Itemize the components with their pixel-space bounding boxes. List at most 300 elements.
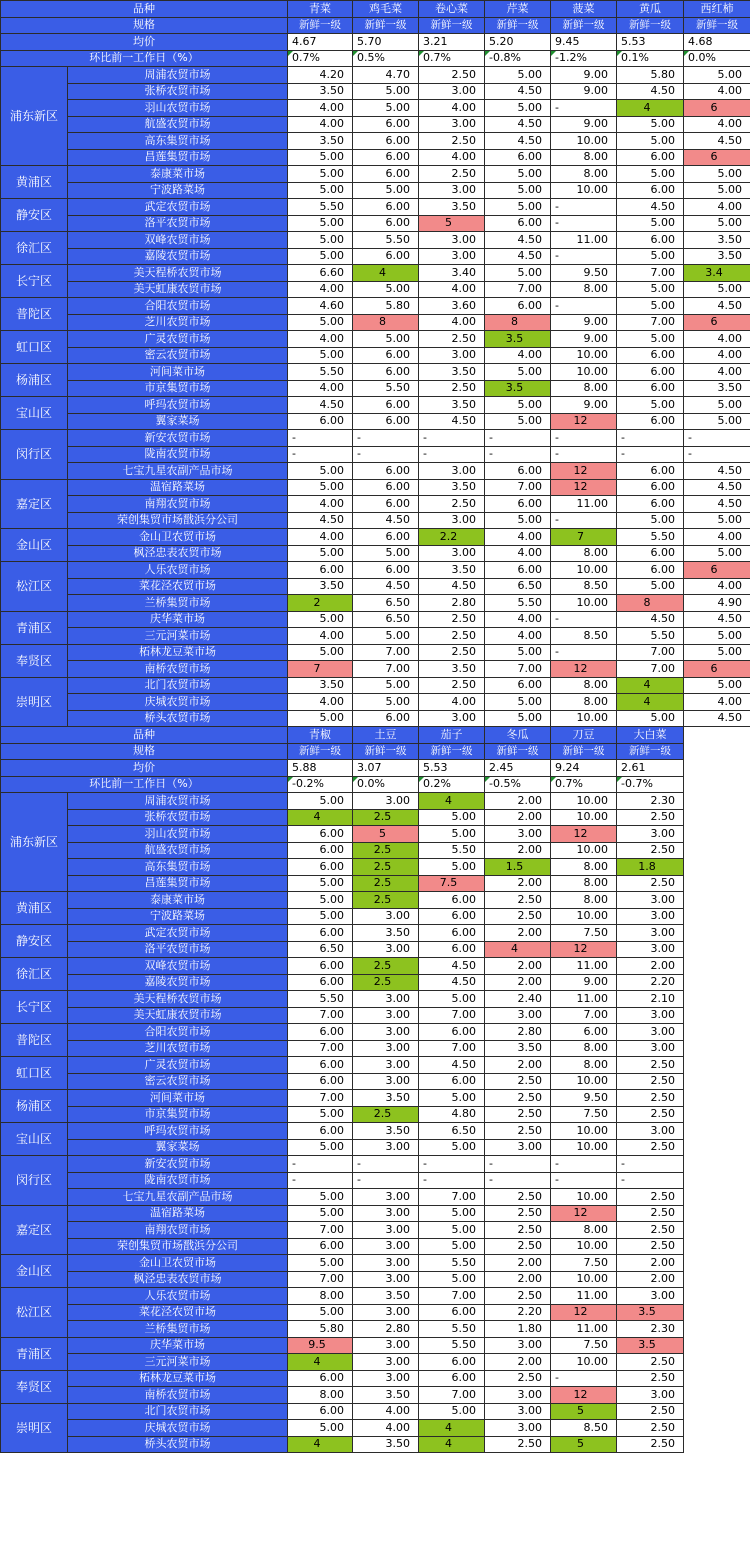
- change-value-4[interactable]: -1.2%: [551, 50, 617, 67]
- price-cell[interactable]: 5.00: [353, 100, 419, 117]
- price-cell[interactable]: 2.80: [485, 1024, 551, 1041]
- price-cell[interactable]: 8.00: [551, 166, 617, 183]
- price-cell[interactable]: 4.00: [684, 578, 750, 595]
- price-cell[interactable]: -: [419, 430, 485, 447]
- price-cell[interactable]: 2.50: [485, 1090, 551, 1107]
- price-cell[interactable]: 7.00: [617, 314, 684, 331]
- price-cell[interactable]: 6.00: [288, 974, 353, 991]
- price-cell[interactable]: 7.00: [419, 1387, 485, 1404]
- price-cell[interactable]: 6.50: [419, 1123, 485, 1140]
- avg-value-1[interactable]: 3.07: [353, 760, 419, 777]
- price-cell[interactable]: 2.50: [485, 1123, 551, 1140]
- price-cell[interactable]: 4.50: [684, 463, 750, 480]
- price-cell[interactable]: 4.50: [353, 512, 419, 529]
- price-cell[interactable]: 10.00: [551, 133, 617, 150]
- price-cell[interactable]: -: [617, 430, 684, 447]
- price-cell[interactable]: 5.00: [288, 875, 353, 892]
- price-cell[interactable]: 10.00: [551, 182, 617, 199]
- price-cell[interactable]: 7: [551, 529, 617, 546]
- price-cell[interactable]: 6: [684, 661, 750, 678]
- price-cell[interactable]: 5.00: [288, 892, 353, 909]
- price-cell[interactable]: 4.50: [617, 199, 684, 216]
- price-cell[interactable]: 5.00: [684, 397, 750, 414]
- price-cell[interactable]: 2.00: [485, 1271, 551, 1288]
- price-cell[interactable]: 3.5: [485, 380, 551, 397]
- price-cell[interactable]: 5.00: [353, 281, 419, 298]
- price-cell[interactable]: -: [551, 1156, 617, 1173]
- price-cell[interactable]: 4.00: [288, 380, 353, 397]
- price-cell[interactable]: 4.00: [684, 116, 750, 133]
- price-cell[interactable]: 9.00: [551, 331, 617, 348]
- price-cell[interactable]: 5.00: [288, 479, 353, 496]
- price-cell[interactable]: 4.50: [485, 83, 551, 100]
- price-cell[interactable]: 3.00: [617, 1387, 684, 1404]
- price-cell[interactable]: 7.00: [288, 1271, 353, 1288]
- price-cell[interactable]: 4: [419, 793, 485, 810]
- price-cell[interactable]: 2.00: [485, 842, 551, 859]
- price-cell[interactable]: 5.00: [485, 512, 551, 529]
- price-cell[interactable]: 5.50: [288, 364, 353, 381]
- price-cell[interactable]: 2.50: [617, 1106, 684, 1123]
- price-cell[interactable]: 4.90: [684, 595, 750, 612]
- price-cell[interactable]: 5.00: [288, 1205, 353, 1222]
- price-cell[interactable]: 4.00: [288, 628, 353, 645]
- price-cell[interactable]: 4.70: [353, 67, 419, 84]
- price-cell[interactable]: 10.00: [551, 793, 617, 810]
- price-cell[interactable]: 3.00: [353, 1057, 419, 1074]
- price-cell[interactable]: 5.00: [617, 397, 684, 414]
- price-cell[interactable]: 6.00: [353, 413, 419, 430]
- price-cell[interactable]: 2.00: [485, 1057, 551, 1074]
- price-cell[interactable]: 6.00: [288, 958, 353, 975]
- price-cell[interactable]: 2.50: [485, 1189, 551, 1206]
- price-cell[interactable]: 4: [617, 100, 684, 117]
- price-cell[interactable]: 4.00: [684, 347, 750, 364]
- price-cell[interactable]: 2.2: [419, 529, 485, 546]
- price-cell[interactable]: 4.00: [684, 331, 750, 348]
- price-cell[interactable]: 3.00: [353, 1271, 419, 1288]
- price-cell[interactable]: 3.00: [419, 116, 485, 133]
- price-cell[interactable]: -: [288, 1172, 353, 1189]
- price-cell[interactable]: 5.00: [485, 166, 551, 183]
- price-cell[interactable]: 6.00: [288, 925, 353, 942]
- price-cell[interactable]: 6.00: [288, 1024, 353, 1041]
- price-cell[interactable]: 11.00: [551, 958, 617, 975]
- price-cell[interactable]: 7.00: [485, 661, 551, 678]
- price-cell[interactable]: 3.00: [353, 793, 419, 810]
- price-cell[interactable]: 2.00: [485, 925, 551, 942]
- price-cell[interactable]: 1.8: [617, 859, 684, 876]
- price-cell[interactable]: 3.00: [617, 1288, 684, 1305]
- price-cell[interactable]: 3.00: [419, 347, 485, 364]
- price-cell[interactable]: 3.00: [617, 892, 684, 909]
- price-cell[interactable]: 5.00: [617, 248, 684, 265]
- price-cell[interactable]: 3.50: [419, 562, 485, 579]
- price-cell[interactable]: 6.00: [353, 248, 419, 265]
- price-cell[interactable]: -: [419, 1172, 485, 1189]
- price-cell[interactable]: 5.00: [684, 182, 750, 199]
- price-cell[interactable]: 2.00: [485, 1354, 551, 1371]
- change-value-2[interactable]: 0.7%: [419, 50, 485, 67]
- price-cell[interactable]: 3.00: [353, 941, 419, 958]
- price-cell[interactable]: 1.80: [485, 1321, 551, 1338]
- price-cell[interactable]: 6.00: [419, 1024, 485, 1041]
- price-cell[interactable]: 4.00: [353, 1420, 419, 1437]
- price-cell[interactable]: 3.00: [617, 941, 684, 958]
- price-cell[interactable]: 3.00: [353, 1139, 419, 1156]
- avg-value-6[interactable]: 4.68: [684, 34, 750, 51]
- price-cell[interactable]: 12: [551, 941, 617, 958]
- price-cell[interactable]: 5.00: [684, 67, 750, 84]
- price-cell[interactable]: 12: [551, 1387, 617, 1404]
- price-cell[interactable]: 3.00: [353, 1238, 419, 1255]
- price-cell[interactable]: 10.00: [551, 710, 617, 727]
- price-cell[interactable]: 4.00: [288, 281, 353, 298]
- price-cell[interactable]: 9.5: [288, 1337, 353, 1354]
- price-cell[interactable]: 2.80: [353, 1321, 419, 1338]
- price-cell[interactable]: 2.50: [419, 496, 485, 513]
- price-cell[interactable]: 6.00: [419, 1304, 485, 1321]
- price-cell[interactable]: 6: [684, 562, 750, 579]
- price-cell[interactable]: 9.00: [551, 67, 617, 84]
- price-cell[interactable]: 5.50: [419, 1255, 485, 1272]
- price-cell[interactable]: 11.00: [551, 232, 617, 249]
- price-cell[interactable]: -: [551, 446, 617, 463]
- price-cell[interactable]: -: [551, 512, 617, 529]
- price-cell[interactable]: 3.50: [288, 578, 353, 595]
- price-cell[interactable]: 5.80: [288, 1321, 353, 1338]
- price-cell[interactable]: 3.50: [419, 364, 485, 381]
- price-cell[interactable]: 4.50: [684, 611, 750, 628]
- price-cell[interactable]: 3.50: [485, 1040, 551, 1057]
- price-cell[interactable]: 6.00: [419, 892, 485, 909]
- price-cell[interactable]: -: [419, 446, 485, 463]
- price-cell[interactable]: 5.00: [419, 1238, 485, 1255]
- price-cell[interactable]: 4.00: [419, 281, 485, 298]
- price-cell[interactable]: 3.00: [353, 1073, 419, 1090]
- price-cell[interactable]: 4.50: [353, 578, 419, 595]
- price-cell[interactable]: 2.00: [485, 875, 551, 892]
- price-cell[interactable]: 5.50: [485, 595, 551, 612]
- price-cell[interactable]: 5: [551, 1436, 617, 1453]
- price-cell[interactable]: 4.00: [485, 628, 551, 645]
- price-cell[interactable]: 6.00: [288, 1123, 353, 1140]
- price-cell[interactable]: 6.00: [353, 529, 419, 546]
- price-cell[interactable]: 6.00: [288, 562, 353, 579]
- price-cell[interactable]: 4.60: [288, 298, 353, 315]
- price-cell[interactable]: 6.00: [353, 479, 419, 496]
- price-cell[interactable]: 5.00: [288, 545, 353, 562]
- price-cell[interactable]: 5.00: [485, 413, 551, 430]
- price-cell[interactable]: 10.00: [551, 1354, 617, 1371]
- price-cell[interactable]: 10.00: [551, 1139, 617, 1156]
- price-cell[interactable]: 5.00: [684, 644, 750, 661]
- price-cell[interactable]: 5.00: [288, 149, 353, 166]
- price-cell[interactable]: 4.00: [684, 529, 750, 546]
- price-cell[interactable]: 4.00: [288, 694, 353, 711]
- price-cell[interactable]: 4.00: [485, 347, 551, 364]
- price-cell[interactable]: 4.50: [419, 958, 485, 975]
- price-cell[interactable]: 12: [551, 1205, 617, 1222]
- avg-value-3[interactable]: 2.45: [485, 760, 551, 777]
- price-cell[interactable]: 5.50: [419, 1321, 485, 1338]
- price-cell[interactable]: 3.00: [419, 248, 485, 265]
- price-cell[interactable]: 11.00: [551, 1321, 617, 1338]
- price-cell[interactable]: 2.50: [617, 1205, 684, 1222]
- change-value-1[interactable]: 0.0%: [353, 776, 419, 793]
- price-cell[interactable]: 2.50: [419, 644, 485, 661]
- price-cell[interactable]: 2.50: [419, 628, 485, 645]
- price-cell[interactable]: 7.00: [419, 1007, 485, 1024]
- price-cell[interactable]: 8: [485, 314, 551, 331]
- price-cell[interactable]: 5.00: [288, 710, 353, 727]
- price-cell[interactable]: 8.00: [551, 149, 617, 166]
- price-cell[interactable]: 3.50: [419, 479, 485, 496]
- price-cell[interactable]: 3.00: [353, 1255, 419, 1272]
- price-cell[interactable]: 2.50: [419, 380, 485, 397]
- price-cell[interactable]: 4.50: [485, 116, 551, 133]
- price-cell[interactable]: 3.00: [353, 1370, 419, 1387]
- price-cell[interactable]: 5.00: [288, 1139, 353, 1156]
- price-cell[interactable]: 7.50: [551, 1255, 617, 1272]
- price-cell[interactable]: 2.10: [617, 991, 684, 1008]
- price-cell[interactable]: 2.50: [485, 1073, 551, 1090]
- price-cell[interactable]: 9.50: [551, 265, 617, 282]
- price-cell[interactable]: 7.00: [419, 1040, 485, 1057]
- price-cell[interactable]: 3.00: [353, 1040, 419, 1057]
- price-cell[interactable]: 2.50: [419, 331, 485, 348]
- price-cell[interactable]: 2.00: [617, 1255, 684, 1272]
- price-cell[interactable]: 7.00: [551, 1007, 617, 1024]
- price-cell[interactable]: 7.5: [419, 875, 485, 892]
- price-cell[interactable]: 5.00: [419, 826, 485, 843]
- price-cell[interactable]: -: [617, 446, 684, 463]
- price-cell[interactable]: 2.50: [617, 1420, 684, 1437]
- price-cell[interactable]: 2.50: [617, 1090, 684, 1107]
- price-cell[interactable]: 5.80: [617, 67, 684, 84]
- price-cell[interactable]: 10.00: [551, 908, 617, 925]
- price-cell[interactable]: 6.00: [353, 199, 419, 216]
- price-cell[interactable]: 8.50: [551, 1420, 617, 1437]
- price-cell[interactable]: 4.00: [288, 116, 353, 133]
- avg-value-1[interactable]: 5.70: [353, 34, 419, 51]
- price-cell[interactable]: 6.00: [353, 166, 419, 183]
- price-cell[interactable]: 3.00: [617, 1123, 684, 1140]
- price-cell[interactable]: 4: [419, 1420, 485, 1437]
- price-cell[interactable]: -: [353, 1156, 419, 1173]
- price-cell[interactable]: 2.50: [617, 1189, 684, 1206]
- price-cell[interactable]: 3.4: [684, 265, 750, 282]
- change-value-0[interactable]: 0.7%: [288, 50, 353, 67]
- price-cell[interactable]: 5.00: [617, 166, 684, 183]
- price-cell[interactable]: -: [485, 1156, 551, 1173]
- price-cell[interactable]: 3.00: [485, 1420, 551, 1437]
- price-cell[interactable]: 7.00: [485, 281, 551, 298]
- price-cell[interactable]: 6.00: [288, 1073, 353, 1090]
- price-cell[interactable]: 6.00: [419, 941, 485, 958]
- price-cell[interactable]: 2.50: [617, 1370, 684, 1387]
- price-cell[interactable]: 7.50: [551, 925, 617, 942]
- price-cell[interactable]: 4.50: [684, 133, 750, 150]
- price-cell[interactable]: 5.00: [288, 314, 353, 331]
- price-cell[interactable]: 6.50: [353, 595, 419, 612]
- price-cell[interactable]: 6.00: [353, 496, 419, 513]
- price-cell[interactable]: 6: [684, 149, 750, 166]
- price-cell[interactable]: 5.00: [684, 166, 750, 183]
- price-cell[interactable]: 5: [551, 1403, 617, 1420]
- avg-value-0[interactable]: 4.67: [288, 34, 353, 51]
- price-cell[interactable]: 5.00: [353, 182, 419, 199]
- price-cell[interactable]: 6.00: [288, 1238, 353, 1255]
- price-cell[interactable]: 5.00: [419, 1222, 485, 1239]
- price-cell[interactable]: 5.00: [288, 1420, 353, 1437]
- price-cell[interactable]: -: [684, 446, 750, 463]
- price-cell[interactable]: -: [551, 215, 617, 232]
- price-cell[interactable]: 4: [288, 809, 353, 826]
- price-cell[interactable]: 5.00: [419, 1090, 485, 1107]
- price-cell[interactable]: 6.00: [485, 496, 551, 513]
- price-cell[interactable]: 10.00: [551, 1123, 617, 1140]
- price-cell[interactable]: 6.00: [353, 397, 419, 414]
- price-cell[interactable]: 5.00: [419, 1403, 485, 1420]
- price-cell[interactable]: 2.5: [353, 892, 419, 909]
- price-cell[interactable]: 4: [617, 677, 684, 694]
- price-cell[interactable]: 3.00: [485, 1139, 551, 1156]
- price-cell[interactable]: 2.80: [419, 595, 485, 612]
- price-cell[interactable]: 6.00: [419, 925, 485, 942]
- price-cell[interactable]: 6.00: [485, 677, 551, 694]
- price-cell[interactable]: -: [551, 100, 617, 117]
- price-cell[interactable]: 4: [353, 265, 419, 282]
- price-cell[interactable]: -: [551, 248, 617, 265]
- price-cell[interactable]: 7.50: [551, 1106, 617, 1123]
- price-cell[interactable]: 8: [353, 314, 419, 331]
- price-cell[interactable]: 5.00: [288, 463, 353, 480]
- price-cell[interactable]: 6.00: [419, 1370, 485, 1387]
- price-cell[interactable]: -: [684, 430, 750, 447]
- price-cell[interactable]: 3.00: [419, 182, 485, 199]
- price-cell[interactable]: 4.00: [684, 694, 750, 711]
- price-cell[interactable]: 3.50: [353, 1288, 419, 1305]
- price-cell[interactable]: 2.40: [485, 991, 551, 1008]
- price-cell[interactable]: -: [288, 430, 353, 447]
- price-cell[interactable]: 2.50: [419, 677, 485, 694]
- price-cell[interactable]: -: [485, 430, 551, 447]
- price-cell[interactable]: 5.00: [617, 116, 684, 133]
- price-cell[interactable]: 3.5: [617, 1337, 684, 1354]
- price-cell[interactable]: 4.00: [485, 611, 551, 628]
- price-cell[interactable]: 8.00: [551, 859, 617, 876]
- price-cell[interactable]: 3.00: [419, 232, 485, 249]
- price-cell[interactable]: -: [617, 1156, 684, 1173]
- price-cell[interactable]: 12: [551, 463, 617, 480]
- price-cell[interactable]: 4.00: [485, 529, 551, 546]
- price-cell[interactable]: 4.50: [684, 496, 750, 513]
- price-cell[interactable]: 5.00: [353, 694, 419, 711]
- price-cell[interactable]: 3.00: [617, 1007, 684, 1024]
- price-cell[interactable]: 5.00: [684, 512, 750, 529]
- price-cell[interactable]: 3.50: [684, 380, 750, 397]
- price-cell[interactable]: 9.00: [551, 397, 617, 414]
- price-cell[interactable]: 5.00: [419, 1271, 485, 1288]
- price-cell[interactable]: 10.00: [551, 1189, 617, 1206]
- price-cell[interactable]: 5.00: [485, 364, 551, 381]
- price-cell[interactable]: 6.00: [288, 1057, 353, 1074]
- price-cell[interactable]: 6.00: [353, 347, 419, 364]
- price-cell[interactable]: 5.00: [617, 215, 684, 232]
- price-cell[interactable]: 11.00: [551, 991, 617, 1008]
- price-cell[interactable]: 2.50: [617, 1354, 684, 1371]
- price-cell[interactable]: 3.00: [485, 1337, 551, 1354]
- price-cell[interactable]: 8.50: [551, 578, 617, 595]
- price-cell[interactable]: -: [617, 1172, 684, 1189]
- price-cell[interactable]: 2.50: [485, 1222, 551, 1239]
- price-cell[interactable]: 5.00: [419, 991, 485, 1008]
- price-cell[interactable]: 11.00: [551, 1288, 617, 1305]
- price-cell[interactable]: 6.00: [353, 710, 419, 727]
- price-cell[interactable]: 4: [419, 1436, 485, 1453]
- price-cell[interactable]: 2.50: [617, 1222, 684, 1239]
- price-cell[interactable]: 6.50: [288, 941, 353, 958]
- price-cell[interactable]: 3.50: [288, 677, 353, 694]
- price-cell[interactable]: -: [551, 298, 617, 315]
- price-cell[interactable]: 2.50: [485, 1238, 551, 1255]
- price-cell[interactable]: 4.20: [288, 67, 353, 84]
- price-cell[interactable]: 4.50: [485, 232, 551, 249]
- price-cell[interactable]: 2.5: [353, 875, 419, 892]
- price-cell[interactable]: -: [551, 644, 617, 661]
- price-cell[interactable]: 6.00: [353, 133, 419, 150]
- price-cell[interactable]: 8.50: [551, 628, 617, 645]
- price-cell[interactable]: 4.00: [419, 149, 485, 166]
- price-cell[interactable]: 5.00: [288, 166, 353, 183]
- price-cell[interactable]: 3.5: [485, 331, 551, 348]
- price-cell[interactable]: 5.00: [684, 628, 750, 645]
- price-cell[interactable]: 3.00: [353, 1205, 419, 1222]
- price-cell[interactable]: 6.00: [617, 149, 684, 166]
- price-cell[interactable]: 8.00: [551, 892, 617, 909]
- price-cell[interactable]: 9.00: [551, 83, 617, 100]
- price-cell[interactable]: 6: [684, 314, 750, 331]
- price-cell[interactable]: 12: [551, 826, 617, 843]
- price-cell[interactable]: 4.00: [684, 364, 750, 381]
- price-cell[interactable]: 2.50: [485, 1436, 551, 1453]
- price-cell[interactable]: -: [419, 1156, 485, 1173]
- price-cell[interactable]: 3.50: [684, 248, 750, 265]
- price-cell[interactable]: 6.00: [419, 908, 485, 925]
- price-cell[interactable]: 6.00: [617, 347, 684, 364]
- price-cell[interactable]: 2.50: [419, 611, 485, 628]
- change-value-0[interactable]: -0.2%: [288, 776, 353, 793]
- price-cell[interactable]: 12: [551, 413, 617, 430]
- price-cell[interactable]: -: [551, 1172, 617, 1189]
- price-cell[interactable]: 4.00: [288, 331, 353, 348]
- price-cell[interactable]: 2.00: [617, 1271, 684, 1288]
- price-cell[interactable]: 9.00: [551, 116, 617, 133]
- price-cell[interactable]: 2.50: [419, 67, 485, 84]
- change-value-6[interactable]: 0.0%: [684, 50, 750, 67]
- price-cell[interactable]: 4.50: [617, 83, 684, 100]
- price-cell[interactable]: 5.00: [617, 331, 684, 348]
- price-cell[interactable]: 2.00: [485, 1255, 551, 1272]
- price-cell[interactable]: 5.00: [288, 1106, 353, 1123]
- price-cell[interactable]: 5.00: [485, 710, 551, 727]
- price-cell[interactable]: 7.00: [353, 644, 419, 661]
- price-cell[interactable]: 3.00: [617, 1040, 684, 1057]
- price-cell[interactable]: 10.00: [551, 1073, 617, 1090]
- price-cell[interactable]: 6.00: [288, 1370, 353, 1387]
- price-cell[interactable]: 6.00: [485, 298, 551, 315]
